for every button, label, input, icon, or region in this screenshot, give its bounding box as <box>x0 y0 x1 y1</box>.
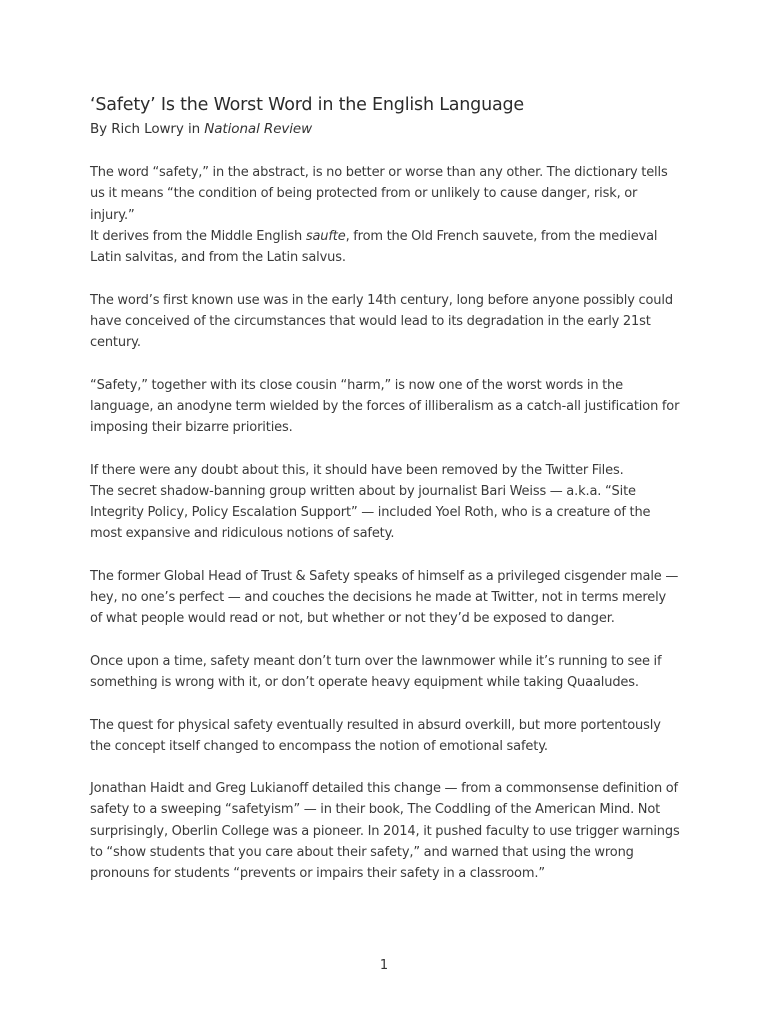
paragraph-8: Jonathan Haidt and Greg Lukianoff detailed this change — from a commonsense definition of safety to a sweeping “safetyism” — in their book, The Coddling of the American Mind. Not surprisingly, Oberlin College was a pioneer. In 2014, it pushed faculty to use trigger warnings to “show students that you care about their safety,” and warned that using the wrong pronouns for students “prevents or impairs their safety in a classroom.” <box>90 781 680 882</box>
article-title: ‘Safety’ Is the Worst Word in the English Language <box>90 95 524 115</box>
byline-author: By Rich Lowry in <box>90 121 205 137</box>
article-body <box>90 162 680 885</box>
paragraph-1-italic-word: saufte <box>305 228 346 244</box>
byline-publication: National Review <box>204 121 313 137</box>
paragraph-4 <box>90 460 680 545</box>
page-number: 1 <box>379 958 389 973</box>
paragraph-1-line-2-end: , from the Old French sauvete, from the medieval Latin salvitas, and from the Latin salvus. <box>90 228 658 266</box>
paragraph-5: The former Global Head of Trust & Safety speaks of himself as a privileged cisgender male — hey, no one’s perfect — and couches the decisions he made at Twitter, not in terms merely of what people would read or not, but whether or not they’d be exposed to danger. <box>90 568 679 627</box>
document-page <box>90 92 680 906</box>
paragraph-2: The word’s first known use was in the early 14th century, long before anyone possibly could have conceived of the circumstances that would lead to its degradation in the early 21st century. <box>90 292 673 351</box>
paragraph-7: The quest for physical safety eventually resulted in absurd overkill, but more portentously the concept itself changed to encompass the notion of emotional safety. <box>90 717 661 754</box>
paragraph-1-line-2-start: It derives from the Middle English <box>90 228 306 244</box>
paragraph-1-line-1: The word “safety,” in the abstract, is no better or worse than any other. The dictionary tells us it means “the condition of being protected from or unlikely to cause danger, risk, or injury.” <box>90 165 668 223</box>
paragraph-4-line-2: The secret shadow-banning group written about by journalist Bari Weiss — a.k.a. “Site Integrity Policy, Policy Escalation Support” — included Yoel Roth, who is a creature of the most expansive and ridiculous notions of safety. <box>90 483 651 542</box>
paragraph-4-line-1: If there were any doubt about this, it should have been removed by the Twitter Files. <box>90 462 624 478</box>
paragraph-6: Once upon a time, safety meant don’t turn over the lawnmower while it’s running to see if something is wrong with it, or don’t operate heavy equipment while taking Quaaludes. <box>90 653 662 691</box>
paragraph-1 <box>90 162 680 268</box>
article-byline <box>90 119 680 139</box>
paragraph-3: “Safety,” together with its close cousin “harm,” is now one of the worst words in the language, an anodyne term wielded by the forces of illiberalism as a catch-all justification for imposing their bizarre priorities. <box>90 377 680 436</box>
